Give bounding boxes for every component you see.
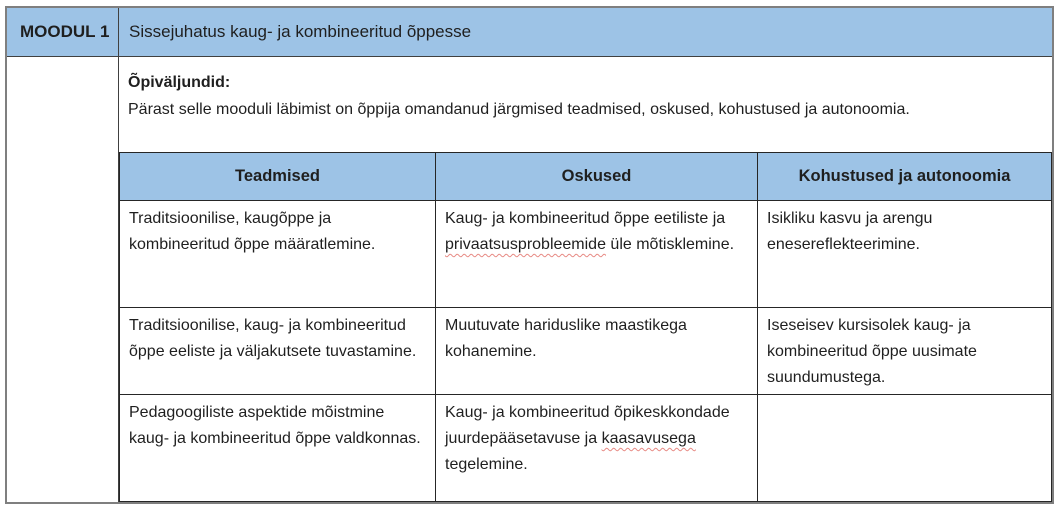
column-header-kohustused: Kohustused ja autonoomia (758, 153, 1052, 201)
objectives-description: Pärast selle mooduli läbimist on õppija omandanud järgmised teadmised, oskused, kohustused ja autonoomia. (128, 101, 910, 118)
module-label: MOODUL 1 (20, 22, 110, 41)
left-empty-cell (7, 57, 119, 502)
column-header-oskused: Oskused (436, 153, 758, 201)
outcomes-header-row (120, 153, 1052, 201)
outcomes-table (119, 152, 1052, 502)
table-cell: Isikliku kasvu ja arengu enesereflekteerimine. (758, 201, 1052, 308)
module-title: Sissejuhatus kaug- ja kombineeritud õppesse (129, 22, 472, 41)
module-table (5, 6, 1054, 504)
table-cell: Muutuvate hariduslike maastikega kohanemine. (436, 308, 758, 395)
module-content-cell (119, 57, 1052, 502)
objectives-block (119, 57, 1052, 152)
misspelled-word: privaatsusprobleemide (445, 236, 606, 253)
table-cell: Traditsioonilise, kaugõppe ja kombineeritud õppe määratlemine. (120, 201, 436, 308)
table-cell: Traditsioonilise, kaug- ja kombineeritud õppe eeliste ja väljakutsete tuvastamine. (120, 308, 436, 395)
table-cell: Iseseisev kursisolek kaug- ja kombineeritud õppe uusimate suundumustega. (758, 308, 1052, 395)
table-cell: Kaug- ja kombineeritud õpikeskkondade juurdepääsetavuse ja kaasavusega tegelemine. (436, 395, 758, 502)
table-cell (758, 395, 1052, 502)
module-title-cell (119, 8, 1052, 57)
table-row (120, 308, 1052, 395)
table-row (120, 395, 1052, 502)
table-cell: Pedagoogiliste aspektide mõistmine kaug- ja kombineeritud õppe valdkonnas. (120, 395, 436, 502)
table-cell: Kaug- ja kombineeritud õppe eetiliste ja privaatsusprobleemide üle mõtisklemine. (436, 201, 758, 308)
misspelled-word: kaasavusega (601, 430, 696, 447)
objectives-heading: Õpiväljundid: (128, 74, 231, 91)
column-header-teadmised: Teadmised (120, 153, 436, 201)
module-label-cell (7, 8, 119, 57)
table-row (120, 201, 1052, 308)
